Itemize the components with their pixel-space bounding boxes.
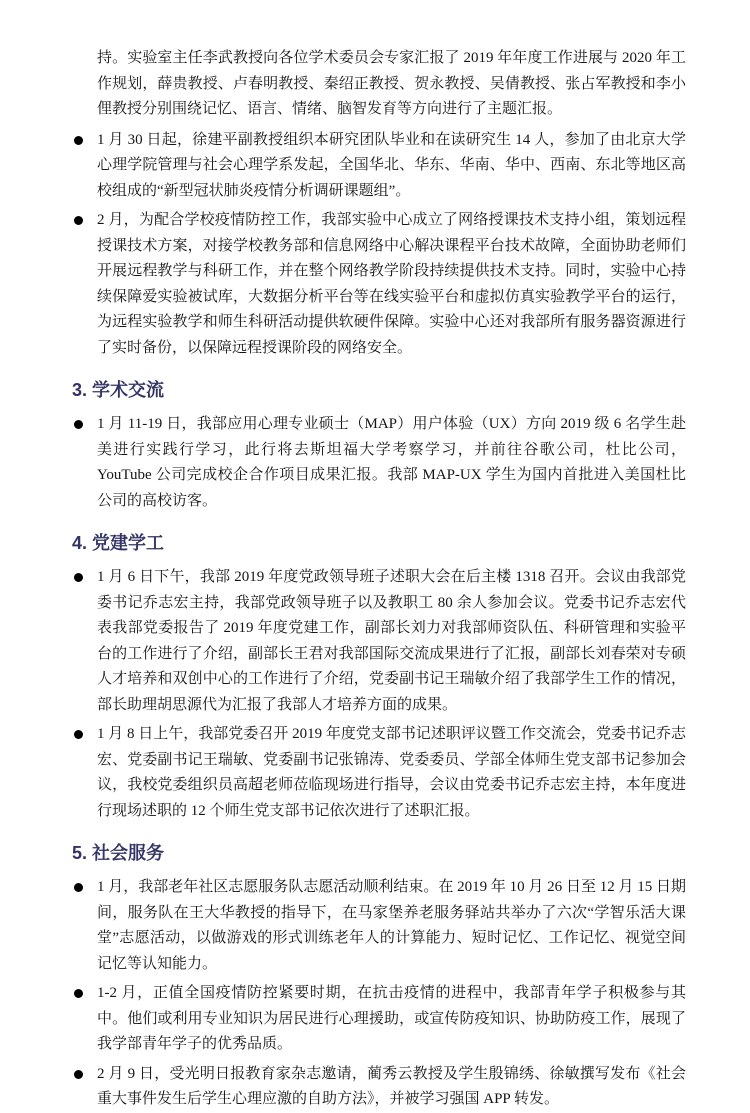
bullet-item xyxy=(72,722,686,824)
bullet-text: 1 月，我部老年社区志愿服务队志愿活动顺利结束。在 2019 年 10 月 26 日至 12 月 15 日期间，服务队在王大华教授的指导下，在马家堡养老服务驿站共举办了六次“学智乐活大课堂”志愿活动，以做游戏的形式训练老年人的计算能力、短时记忆、工作记忆、视觉空间记忆等认知能力。 xyxy=(97,879,686,972)
bullet-marker xyxy=(74,420,83,429)
bullet-marker xyxy=(74,573,83,582)
bullet-item xyxy=(72,412,686,514)
section-heading-social-service: 5. 社会服务 xyxy=(72,843,165,863)
continuation-paragraph: 持。实验室主任李武教授向各位学术委员会专家汇报了 2019 年年度工作进展与 2020 年工作规划，薛贵教授、卢春明教授、秦绍正教授、贺永教授、吴倩教授、张占军教授和李小俚教授分别围绕记忆、语言、情绪、脑智发育等方向进行了主题汇报。 xyxy=(97,50,686,117)
bullet-marker xyxy=(74,136,83,145)
bullet-item xyxy=(72,981,686,1058)
bullet-text: 1 月 6 日下午，我部 2019 年度党政领导班子述职大会在后主楼 1318 召开。会议由我部党委书记乔志宏主持，我部党政领导班子以及教职工 80 余人参加会议。党委书记乔志宏代表我部党委报告了 2019 年度党建工作，副部长刘力对我部师资队伍、科研管理和实验平台的工作进行了介绍，副部长王君对我部国际交流成果进行了汇报，副部长刘春荣对专硕人才培养和双创中心的工作进行了介绍，党委副书记王瑞敏介绍了我部学生工作的情况，部长助理胡思源代为汇报了我部人才培养方面的成果。 xyxy=(97,569,686,713)
section-heading-party-building: 4. 党建学工 xyxy=(72,533,165,553)
bullet-text: 1-2 月，正值全国疫情防控紧要时期，在抗击疫情的进程中，我部青年学子积极参与其中。他们或利用专业知识为居民进行心理援助，或宣传防疫知识、协助防疫工作，展现了我学部青年学子的优秀品质。 xyxy=(97,985,686,1052)
bullet-marker xyxy=(74,216,83,225)
bullet-text: 1 月 8 日上午，我部党委召开 2019 年度党支部书记述职评议暨工作交流会，党委书记乔志宏、党委副书记王瑞敏、党委副书记张锦涛、党委委员、学部全体师生党支部书记参加会议，我校党委组织员高超老师莅临现场进行指导，会议由党委书记乔志宏主持，本年度进行现场述职的 12 个师生党支部书记依次进行了述职汇报。 xyxy=(97,726,686,819)
section-party-building xyxy=(72,529,686,824)
section-heading-academic-exchange: 3. 学术交流 xyxy=(72,380,165,400)
bullet-item xyxy=(72,875,686,977)
bullet-text: 2 月，为配合学校疫情防控工作，我部实验中心成立了网络授课技术支持小组，策划远程授课技术方案，对接学校教务部和信息网络中心解决课程平台技术故障，全面协助老师们开展远程教学与科研工作，并在整个网络教学阶段持续提供技术支持。同时，实验中心持续保障爱实验被试库，大数据分析平台等在线实验平台和虚拟仿真实验教学平台的运行，为远程实验教学和师生科研活动提供软硬件保障。实验中心还对我部所有服务器资源进行了实时备份，以保障远程授课阶段的网络安全。 xyxy=(97,212,686,356)
bullet-item xyxy=(72,128,686,205)
bullet-item xyxy=(72,565,686,718)
bullet-marker xyxy=(74,1070,83,1079)
bullet-text: 1 月 11-19 日，我部应用心理专业硕士（MAP）用户体验（UX）方向 2019 级 6 名学生赴美进行实践行学习，此行将去斯坦福大学考察学习，并前往谷歌公司，杜比公司，YouTube 公司完成校企合作项目成果汇报。我部 MAP-UX 学生为国内首批进入美国杜比公司的高校访客。 xyxy=(97,416,686,509)
section-academic-exchange xyxy=(72,376,686,514)
section-social-service xyxy=(72,839,686,1113)
bullet-marker xyxy=(74,883,83,892)
bullet-item xyxy=(72,208,686,361)
bullet-text: 2 月 9 日，受光明日报教育家杂志邀请，蔺秀云教授及学生殷锦绣、徐敏撰写发布《社会重大事件发生后学生心理应激的自助方法》，并被学习强国 APP 转发。 xyxy=(97,1065,686,1107)
bullet-text: 1 月 30 日起，徐建平副教授组织本研究团队毕业和在读研究生 14 人，参加了由北京大学心理学院管理与社会心理学系发起，全国华北、华东、华南、华中、西南、东北等地区高校组成的“新型冠状肺炎疫情分析调研课题组”。 xyxy=(97,131,686,199)
bullet-marker xyxy=(74,730,83,739)
bullet-marker xyxy=(74,989,83,998)
bullet-item xyxy=(72,1062,686,1113)
